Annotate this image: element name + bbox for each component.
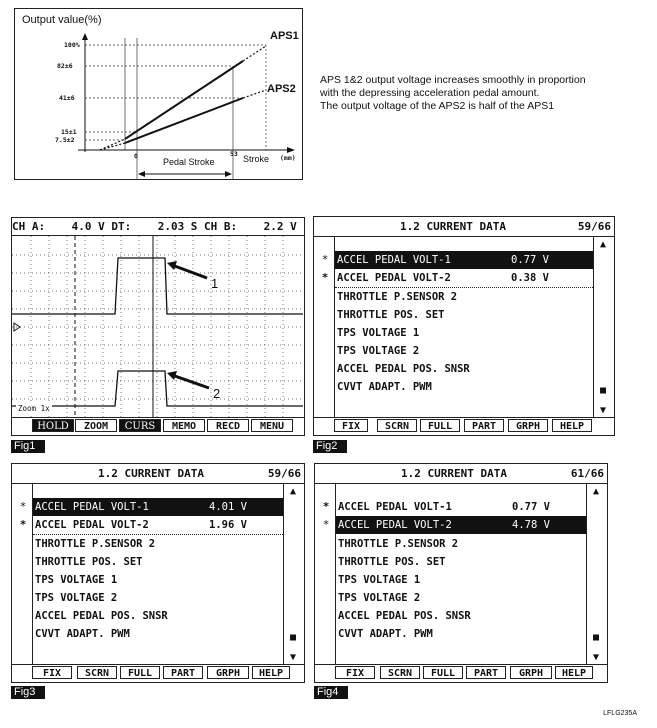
scroll-up-icon[interactable]: ▲ (289, 486, 297, 497)
list-item[interactable]: CVVT ADAPT. PWM (338, 628, 433, 640)
list-item[interactable]: THROTTLE P.SENSOR 2 (338, 538, 459, 550)
fig3-current-data-screen (11, 463, 305, 683)
scope-button-bar (12, 417, 304, 435)
page-counter: 59/66 (267, 467, 301, 480)
curs-button[interactable]: CURS (119, 419, 161, 432)
item-value: 0.77 V (512, 501, 550, 513)
fix-button[interactable]: FIX (32, 666, 72, 679)
help-button[interactable]: HELP (552, 419, 592, 432)
list-item[interactable]: THROTTLE P.SENSOR 2 (337, 291, 458, 303)
callout-1: 1 (211, 276, 219, 291)
marked-icon: * (19, 500, 27, 513)
scroll-thumb-icon[interactable]: ■ (599, 385, 607, 396)
aps2-label: APS2 (267, 83, 296, 95)
list-item[interactable]: ACCEL PEDAL POS. SNSR (337, 363, 470, 375)
screen-title: 1.2 CURRENT DATA (401, 467, 507, 480)
list-item[interactable] (322, 498, 586, 516)
fig2-label: Fig2 (313, 440, 347, 453)
document-code: LFLG235A (603, 710, 637, 717)
fig2-current-data-screen (313, 216, 615, 436)
item-value: 4.78 V (512, 519, 550, 531)
aps1-label: APS1 (270, 30, 299, 42)
page-counter: 61/66 (570, 467, 604, 480)
recd-button[interactable]: RECD (207, 419, 249, 432)
chart-y-title: Output value(%) (22, 14, 102, 26)
data-list (322, 484, 600, 665)
list-item[interactable]: THROTTLE POS. SET (35, 556, 143, 568)
y-tick-82: 82±6 (57, 62, 73, 70)
part-button[interactable]: PART (163, 666, 203, 679)
pedal-stroke-label: Pedal Stroke (163, 157, 215, 167)
scroll-down-icon[interactable]: ▼ (592, 652, 600, 663)
fig4-current-data-screen (314, 463, 608, 683)
callout-2: 2 (213, 386, 221, 401)
scroll-up-icon[interactable]: ▲ (592, 486, 600, 497)
grph-button[interactable]: GRPH (207, 666, 249, 679)
zoom-level: Zoom 1x (18, 404, 50, 413)
memo-button[interactable]: MEMO (163, 419, 205, 432)
part-button[interactable]: PART (466, 666, 506, 679)
fig4-button-bar (315, 664, 607, 682)
item-value: 0.38 V (511, 272, 549, 284)
desc-line-2: with the depressing acceleration pedal amount. (320, 87, 540, 99)
list-item[interactable]: CVVT ADAPT. PWM (337, 381, 432, 393)
list-item[interactable]: THROTTLE POS. SET (338, 556, 446, 568)
marked-icon: * (19, 518, 27, 531)
marked-icon: * (322, 500, 330, 513)
page-counter: 59/66 (577, 220, 611, 233)
list-item[interactable] (322, 516, 586, 534)
list-item[interactable]: THROTTLE P.SENSOR 2 (35, 538, 156, 550)
scroll-up-icon[interactable]: ▲ (599, 239, 607, 250)
grph-button[interactable]: GRPH (508, 419, 548, 432)
scroll-thumb-icon[interactable]: ■ (289, 632, 297, 643)
screen-title: 1.2 CURRENT DATA (98, 467, 204, 480)
item-value: 1.96 V (209, 519, 247, 531)
scroll-thumb-icon[interactable]: ■ (592, 632, 600, 643)
marked-icon: * (321, 253, 329, 266)
data-list (321, 237, 607, 418)
item-value: 4.01 V (209, 501, 247, 513)
screen-title: 1.2 CURRENT DATA (400, 220, 506, 233)
fig1-label: Fig1 (11, 440, 45, 453)
marked-icon: * (322, 518, 330, 531)
fig3-header (12, 464, 304, 484)
x-axis-label: Stroke (243, 154, 270, 164)
part-button[interactable]: PART (464, 419, 504, 432)
y-tick-100: 100% (64, 41, 80, 49)
list-item[interactable]: THROTTLE POS. SET (337, 309, 445, 321)
list-item[interactable]: TPS VOLTAGE 2 (35, 592, 118, 604)
full-button[interactable]: FULL (420, 419, 460, 432)
scroll-down-icon[interactable]: ▼ (289, 652, 297, 663)
fig1-oscilloscope-screen (11, 217, 305, 436)
x-tick-0: 0 (134, 152, 138, 160)
scope-waveform (12, 236, 303, 418)
list-item[interactable]: TPS VOLTAGE 1 (35, 574, 118, 586)
list-item[interactable] (19, 516, 283, 535)
x-tick-53: 53 (230, 150, 238, 158)
menu-button[interactable]: MENU (251, 419, 293, 432)
item-name: ACCEL PEDAL VOLT-1 (338, 501, 452, 513)
fig2-header (314, 217, 614, 237)
help-button[interactable]: HELP (252, 666, 290, 679)
scrn-button[interactable]: SCRN (377, 419, 417, 432)
scrn-button[interactable]: SCRN (380, 666, 420, 679)
fix-button[interactable]: FIX (334, 419, 368, 432)
y-tick-41: 41±6 (59, 94, 75, 102)
y-tick-15: 15±1 (61, 128, 77, 136)
list-item[interactable]: TPS VOLTAGE 1 (337, 327, 420, 339)
data-list (19, 484, 297, 665)
item-name: ACCEL PEDAL VOLT-2 (35, 519, 149, 531)
list-item[interactable]: CVVT ADAPT. PWM (35, 628, 130, 640)
list-item[interactable]: ACCEL PEDAL POS. SNSR (35, 610, 168, 622)
item-name: ACCEL PEDAL VOLT-1 (35, 501, 149, 513)
marked-icon: * (321, 271, 329, 284)
fig3-button-bar (12, 664, 304, 682)
list-item[interactable]: ACCEL PEDAL POS. SNSR (338, 610, 471, 622)
scrn-button[interactable]: SCRN (77, 666, 117, 679)
scroll-down-icon[interactable]: ▼ (599, 405, 607, 416)
full-button[interactable]: FULL (120, 666, 160, 679)
fig2-button-bar (314, 417, 614, 435)
fig3-label: Fig3 (11, 686, 45, 699)
fig4-label: Fig4 (314, 686, 348, 699)
list-item[interactable]: TPS VOLTAGE 2 (337, 345, 420, 357)
fix-button[interactable]: FIX (335, 666, 375, 679)
list-item[interactable] (321, 251, 593, 269)
hold-button[interactable]: HOLD (32, 419, 74, 432)
zoom-button[interactable]: ZOOM (75, 419, 117, 432)
y-tick-7-5: 7.5±2 (55, 136, 75, 144)
help-button[interactable]: HELP (555, 666, 593, 679)
grph-button[interactable]: GRPH (510, 666, 552, 679)
item-name: ACCEL PEDAL VOLT-2 (337, 272, 451, 284)
list-item[interactable] (321, 269, 593, 288)
desc-line-1: APS 1&2 output voltage increases smoothly in proportion (320, 74, 586, 86)
x-axis-unit: (mm) (280, 154, 296, 162)
item-name: ACCEL PEDAL VOLT-1 (337, 254, 451, 266)
full-button[interactable]: FULL (423, 666, 463, 679)
desc-line-3: The output voltage of the APS2 is half of the APS1 (320, 100, 555, 112)
list-item[interactable] (19, 498, 283, 516)
aps-description (320, 74, 586, 113)
item-name: ACCEL PEDAL VOLT-2 (338, 519, 452, 531)
fig4-header (315, 464, 607, 484)
list-item[interactable]: TPS VOLTAGE 1 (338, 574, 421, 586)
item-value: 0.77 V (511, 254, 549, 266)
list-item[interactable]: TPS VOLTAGE 2 (338, 592, 421, 604)
scope-header: CH A: 4.0 V DT: 2.03 S CH B: 2.2 V (12, 218, 304, 236)
